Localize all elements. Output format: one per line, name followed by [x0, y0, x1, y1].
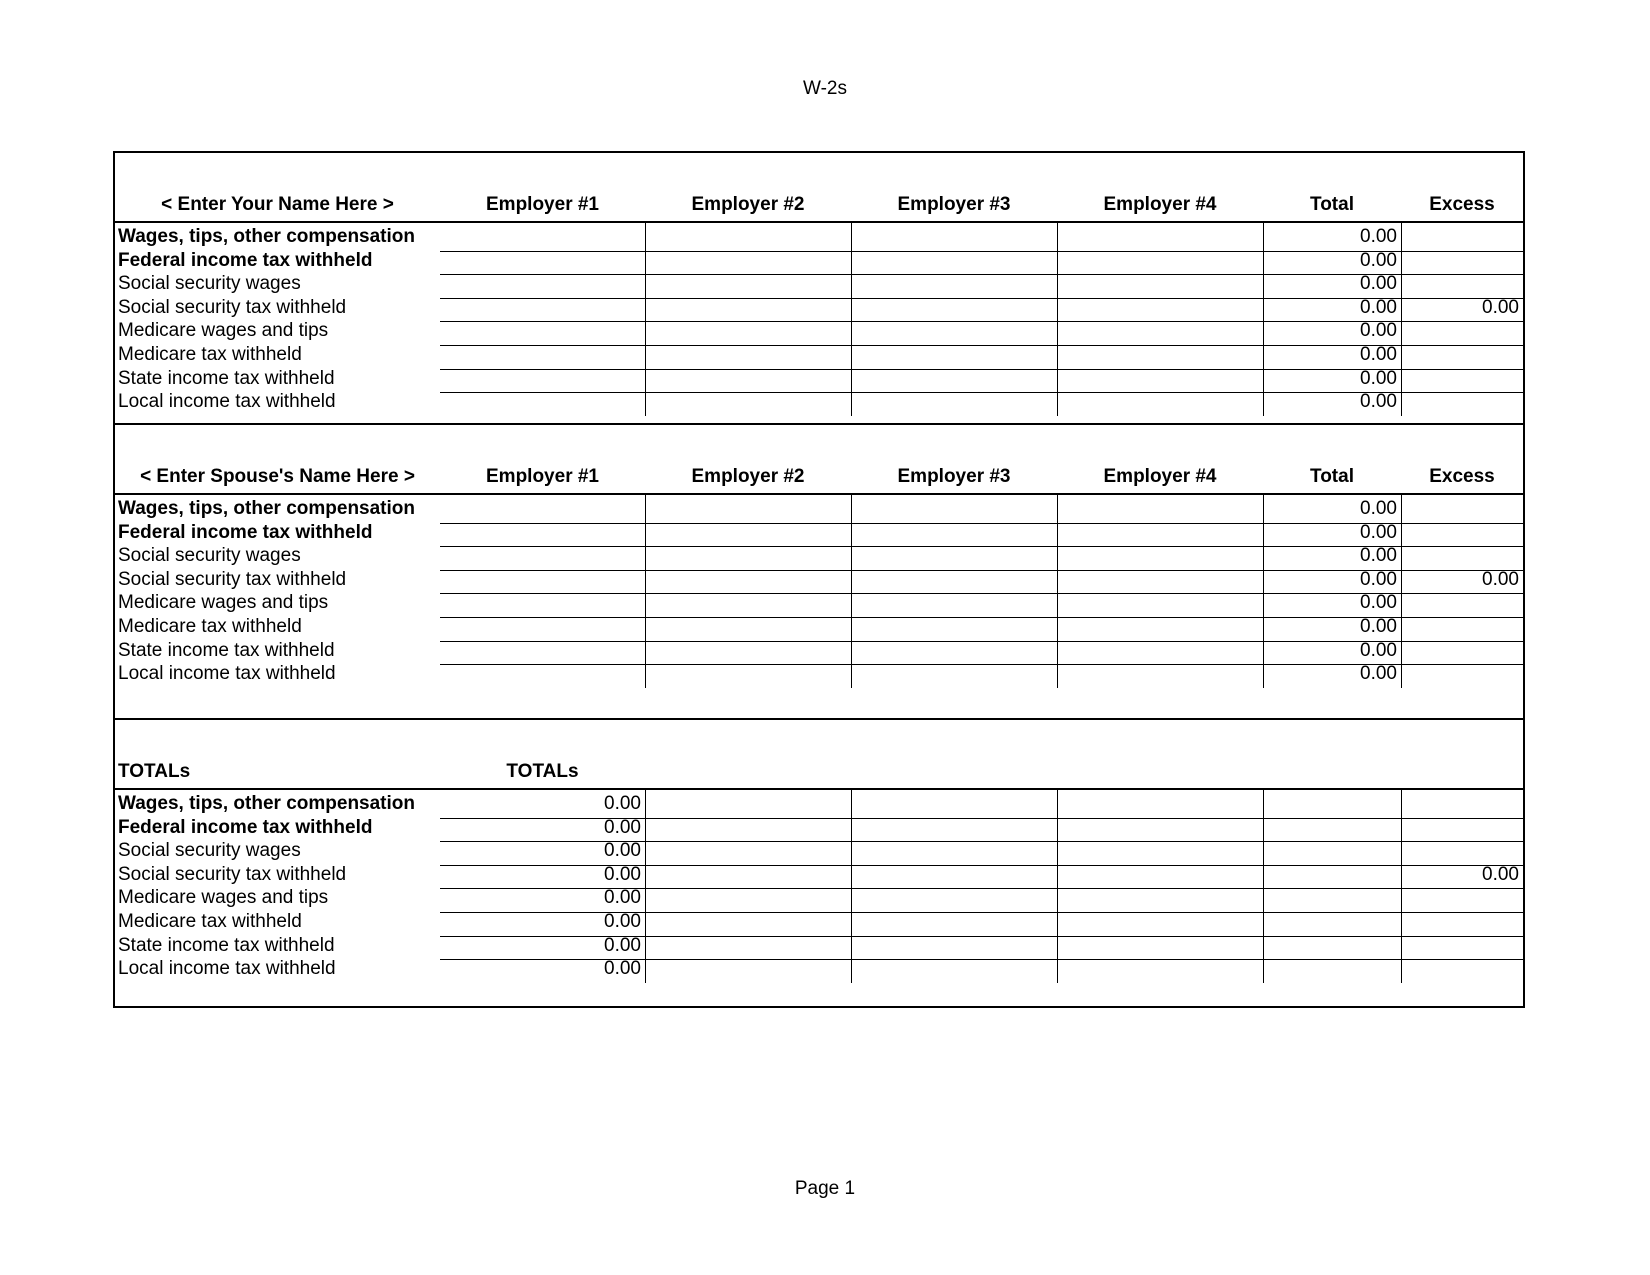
row-label: State income tax withheld	[118, 639, 335, 661]
value-cell-total[interactable]: 0.00	[1360, 249, 1397, 271]
column-header: Total	[1310, 194, 1354, 215]
column-header: Employer #1	[486, 466, 599, 487]
row-label: Medicare wages and tips	[118, 592, 329, 614]
row-label: Medicare wages and tips	[118, 887, 329, 909]
row-label: Medicare tax withheld	[118, 616, 302, 637]
table-row	[115, 794, 1523, 818]
value-cell-total[interactable]: 0.00	[1360, 320, 1397, 342]
row-label: Local income tax withheld	[118, 663, 336, 685]
value-cell-total[interactable]: 0.00	[1360, 521, 1397, 543]
value-cell-total[interactable]: 0.00	[1360, 592, 1397, 614]
table-row	[115, 369, 1523, 393]
name-header[interactable]: < Enter Your Name Here >	[161, 194, 394, 215]
value-cell-emp1[interactable]: 0.00	[604, 958, 641, 980]
table-row	[115, 298, 1523, 322]
value-cell-emp1[interactable]: 0.00	[604, 934, 641, 956]
row-label: Wages, tips, other compensation	[118, 498, 416, 519]
table-row	[115, 641, 1523, 665]
column-header: Employer #4	[1103, 194, 1217, 215]
row-label: Social security wages	[118, 840, 301, 862]
table-row	[115, 392, 1523, 416]
row-label: State income tax withheld	[118, 367, 335, 389]
row-label: Social security wages	[118, 545, 301, 567]
table-row	[115, 523, 1523, 547]
value-cell-total[interactable]: 0.00	[1360, 568, 1397, 590]
column-header: Employer #1	[486, 194, 599, 215]
value-cell-total[interactable]: 0.00	[1360, 367, 1397, 389]
row-label: Local income tax withheld	[118, 391, 336, 413]
table-row	[115, 251, 1523, 275]
w2-worksheet	[113, 151, 1525, 1008]
header-rule	[115, 788, 1523, 790]
value-cell-emp1[interactable]: 0.00	[604, 887, 641, 909]
value-cell-total[interactable]: 0.00	[1360, 226, 1397, 247]
row-label: Medicare tax withheld	[118, 344, 302, 365]
row-label: Federal income tax withheld	[118, 816, 373, 838]
row-label: Social security tax withheld	[118, 863, 347, 885]
column-header: Excess	[1429, 466, 1495, 487]
column-header: Employer #4	[1103, 466, 1217, 487]
table-row	[115, 818, 1523, 842]
page-title: W-2s	[803, 78, 847, 99]
row-label: Medicare tax withheld	[118, 911, 302, 932]
page-footer: Page 1	[794, 1178, 856, 1199]
row-label: Social security tax withheld	[118, 296, 347, 318]
value-cell-emp1[interactable]: 0.00	[604, 863, 641, 885]
value-cell-emp1[interactable]: 0.00	[604, 816, 641, 838]
totals-heading: TOTALs	[118, 761, 191, 782]
header-rule	[115, 221, 1523, 223]
name-header[interactable]: < Enter Spouse's Name Here >	[140, 466, 415, 487]
value-cell-excess[interactable]: 0.00	[1482, 296, 1519, 318]
row-label: Wages, tips, other compensation	[118, 793, 416, 814]
section-spouse	[115, 425, 1523, 720]
value-cell-total[interactable]: 0.00	[1360, 639, 1397, 661]
column-header: Employer #3	[897, 194, 1011, 215]
table-row	[115, 570, 1523, 594]
header-rule	[115, 493, 1523, 495]
table-row	[115, 321, 1523, 345]
value-cell-total[interactable]: 0.00	[1360, 344, 1397, 365]
row-label: Local income tax withheld	[118, 958, 336, 980]
table-row	[115, 227, 1523, 251]
row-label: Medicare wages and tips	[118, 320, 329, 342]
table-row	[115, 617, 1523, 641]
value-cell-total[interactable]: 0.00	[1360, 498, 1397, 519]
table-row	[115, 546, 1523, 570]
value-cell-total[interactable]: 0.00	[1360, 663, 1397, 685]
column-header: TOTALs	[506, 761, 579, 782]
row-label: Social security wages	[118, 273, 301, 295]
table-row	[115, 499, 1523, 523]
table-row	[115, 345, 1523, 369]
value-cell-total[interactable]: 0.00	[1360, 545, 1397, 567]
row-label: Federal income tax withheld	[118, 521, 373, 543]
value-cell-total[interactable]: 0.00	[1360, 391, 1397, 413]
value-cell-emp1[interactable]: 0.00	[604, 911, 641, 932]
value-cell-total[interactable]: 0.00	[1360, 296, 1397, 318]
column-header: Employer #2	[691, 466, 805, 487]
row-label: State income tax withheld	[118, 934, 335, 956]
table-row	[115, 912, 1523, 936]
value-cell-emp1[interactable]: 0.00	[604, 793, 641, 814]
row-label: Federal income tax withheld	[118, 249, 373, 271]
row-label: Social security tax withheld	[118, 568, 347, 590]
section-totals	[115, 720, 1523, 1006]
value-cell-emp1[interactable]: 0.00	[604, 840, 641, 862]
value-cell-total[interactable]: 0.00	[1360, 273, 1397, 295]
row-label: Wages, tips, other compensation	[118, 226, 416, 247]
column-header: Employer #3	[897, 466, 1011, 487]
table-row	[115, 865, 1523, 889]
value-cell-total[interactable]: 0.00	[1360, 616, 1397, 637]
section-you	[115, 153, 1523, 425]
table-row	[115, 841, 1523, 865]
table-row	[115, 664, 1523, 688]
table-row	[115, 593, 1523, 617]
column-header: Total	[1310, 466, 1354, 487]
table-row	[115, 936, 1523, 960]
column-header: Excess	[1429, 194, 1495, 215]
value-cell-excess[interactable]: 0.00	[1482, 863, 1519, 885]
value-cell-excess[interactable]: 0.00	[1482, 568, 1519, 590]
table-row	[115, 888, 1523, 912]
column-header: Employer #2	[691, 194, 805, 215]
table-row	[115, 959, 1523, 983]
table-row	[115, 274, 1523, 298]
